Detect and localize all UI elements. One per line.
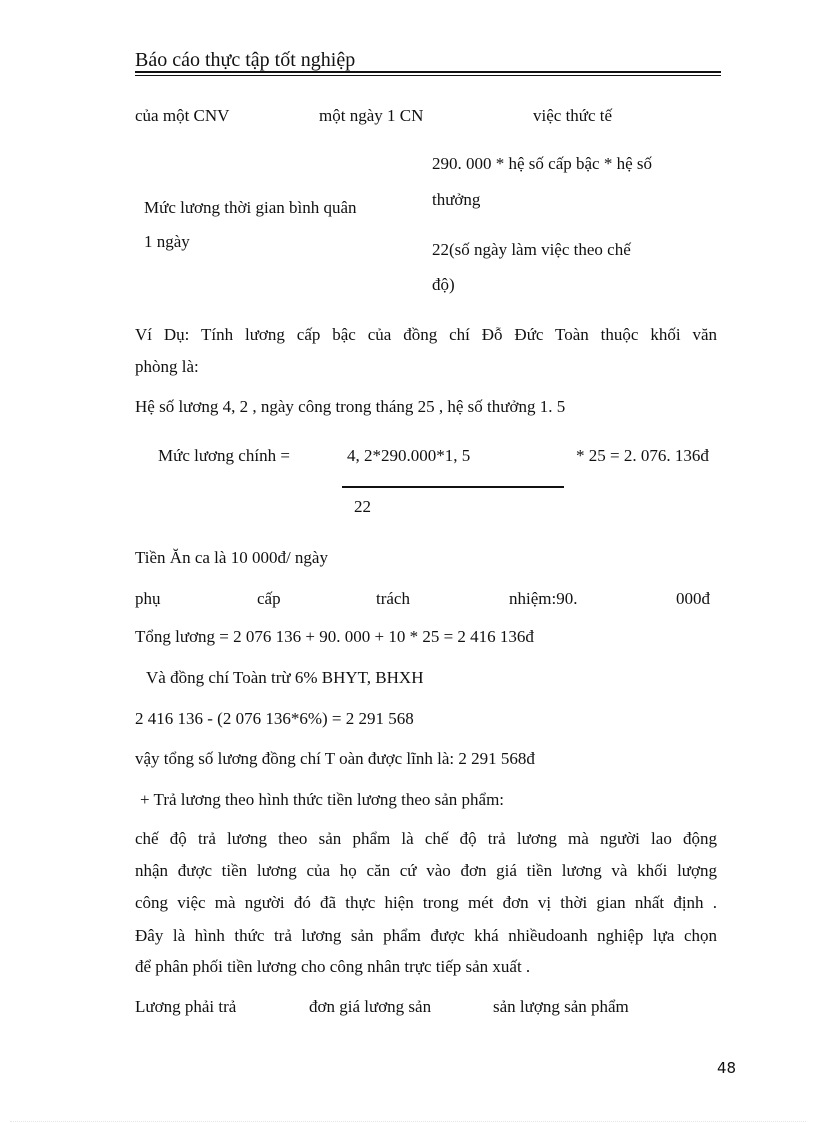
header-rule: [135, 71, 721, 73]
formula-denominator: 22(số ngày làm việc theo chế: [432, 240, 631, 259]
formula-denominator-2: độ): [432, 275, 455, 294]
table-cell-day: một ngày 1 CN: [319, 106, 424, 125]
paragraph-line: chế độ trả lương theo sản phẩm là chế độ trả lương mà người lao động: [135, 829, 717, 848]
meal-allowance: Tiền Ăn ca là 10 000đ/ ngày: [135, 548, 328, 567]
total-salary: Tổng lương = 2 076 136 + 90. 000 + 10 * 25 = 2 416 136đ: [135, 627, 534, 646]
insurance-deduction: Và đồng chí Toàn trừ 6% BHYT, BHXH: [146, 668, 424, 687]
formula-col-output: sản lượng sản phẩm: [493, 997, 629, 1016]
paragraph-line: công việc mà người đó đã thực hiện trong mét đơn vị thời gian nhất định .: [135, 893, 717, 912]
avg-salary-label-2: 1 ngày: [144, 232, 190, 251]
paragraph-line-last: để phân phối tiền lương cho công nhân trực tiếp sản xuất .: [135, 957, 531, 976]
main-salary-label: Mức lương chính =: [158, 446, 290, 465]
header-rule-thin: [135, 75, 721, 76]
avg-salary-label: Mức lương thời gian bình quân: [144, 198, 357, 217]
formula-numerator: 290. 000 * hệ số cấp bậc * hệ số: [432, 154, 653, 173]
page-number: 48: [717, 1059, 737, 1077]
main-salary-numerator: 4, 2*290.000*1, 5: [347, 446, 471, 465]
allowance-word-1: phụ: [135, 589, 161, 608]
page-bottom-border: [10, 1121, 806, 1122]
table-cell-cnv: của một CNV: [135, 106, 230, 125]
formula-numerator-2: thưởng: [432, 190, 481, 209]
example-line-1: Ví Dụ: Tính lương cấp bậc của đồng chí Đỗ Đức Toàn thuộc khối văn: [135, 325, 717, 344]
formula-col-pay: Lương phải trả: [135, 997, 237, 1016]
main-salary-result: * 25 = 2. 076. 136đ: [576, 446, 709, 465]
deduction-calc: 2 416 136 - (2 076 136*6%) = 2 291 568: [135, 709, 414, 728]
paragraph-line: Đây là hình thức trả lương sản phẩm được khá nhiềudoanh nghiệp lựa chọn: [135, 926, 717, 945]
allowance-word-4: nhiệm:90.: [509, 589, 578, 608]
page-header-title: Báo cáo thực tập tốt nghiệp: [135, 49, 356, 71]
net-received: vậy tổng số lương đồng chí T oàn được lĩnh là: 2 291 568đ: [135, 749, 535, 768]
main-salary-denominator: 22: [354, 497, 371, 516]
paragraph-line: nhận được tiền lương của họ căn cứ vào đơn giá tiền lương và khối lượng: [135, 861, 717, 880]
formula-col-unit-price: đơn giá lương sản: [309, 997, 432, 1016]
section-heading: + Trả lương theo hình thức tiền lương theo sản phẩm:: [140, 790, 505, 809]
example-line-2: phòng là:: [135, 357, 199, 376]
table-cell-actual: việc thức tế: [533, 106, 613, 125]
allowance-word-5: 000đ: [676, 589, 710, 608]
fraction-bar: [342, 486, 564, 488]
example-line-3: Hệ số lương 4, 2 , ngày công trong tháng 25 , hệ số thưởng 1. 5: [135, 397, 566, 416]
allowance-word-2: cấp: [257, 589, 281, 608]
allowance-word-3: trách: [376, 589, 410, 608]
